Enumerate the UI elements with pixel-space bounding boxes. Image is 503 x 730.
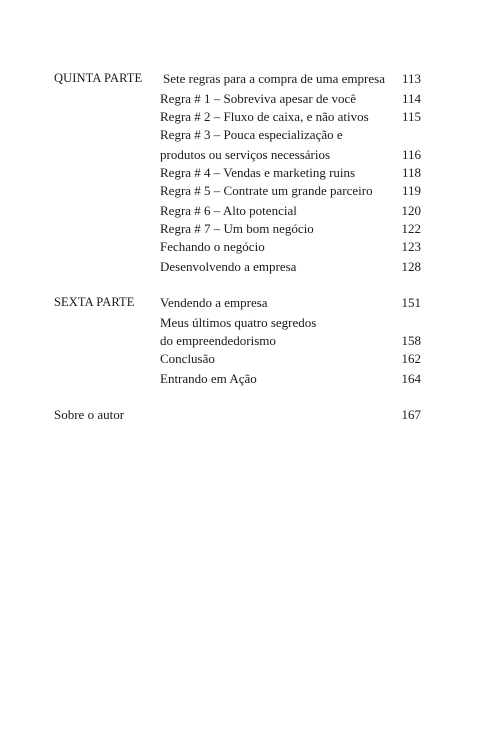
toc-entry: Regra # 6 – Alto potencial xyxy=(160,203,297,218)
toc-entry: Regra # 2 – Fluxo de caixa, e não ativos xyxy=(160,109,369,124)
toc-page-number: 113 xyxy=(401,71,421,86)
toc-page-number: 151 xyxy=(401,295,421,310)
toc-page-number: 120 xyxy=(401,203,421,218)
part-title-sexta: SEXTA PARTE xyxy=(54,295,135,309)
toc-entry: Regra # 1 – Sobreviva apesar de você xyxy=(160,91,357,106)
toc-page-number: 164 xyxy=(401,371,421,386)
toc-page-number: 128 xyxy=(401,259,421,274)
toc-entry: Fechando o negócio xyxy=(160,239,265,254)
toc-entry: Entrando em Ação xyxy=(160,371,257,386)
toc-entry: Meus últimos quatro segredos xyxy=(160,315,317,330)
toc-page-number: 167 xyxy=(401,407,421,422)
toc-entry: Desenvolvendo a empresa xyxy=(160,259,297,274)
toc-page-number: 119 xyxy=(401,183,421,198)
toc-page-number: 162 xyxy=(401,351,421,366)
toc-entry: Regra # 7 – Um bom negócio xyxy=(160,221,314,236)
toc-page-number: 158 xyxy=(401,333,421,348)
toc-entry: Sete regras para a compra de uma empresa xyxy=(163,71,385,86)
toc-page-number: 114 xyxy=(401,91,421,106)
toc-page-number: 118 xyxy=(401,165,421,180)
toc-entry: Vendendo a empresa xyxy=(160,295,268,310)
toc-entry: produtos ou serviços necessários xyxy=(160,147,331,162)
toc-entry: Regra # 5 – Contrate um grande parceiro xyxy=(160,183,373,198)
toc-page-number: 116 xyxy=(401,147,421,162)
toc-entry: Conclusão xyxy=(160,351,215,366)
toc-page-number: 122 xyxy=(401,221,421,236)
toc-entry: do empreendedorismo xyxy=(160,333,276,348)
toc-page-number: 123 xyxy=(401,239,421,254)
toc-entry: Regra # 4 – Vendas e marketing ruins xyxy=(160,165,356,180)
toc-page-number: 115 xyxy=(401,109,421,124)
part-title-quinta: QUINTA PARTE xyxy=(54,71,143,85)
toc-about-author: Sobre o autor xyxy=(54,407,125,422)
toc-entry: Regra # 3 – Pouca especialização e xyxy=(160,127,343,142)
